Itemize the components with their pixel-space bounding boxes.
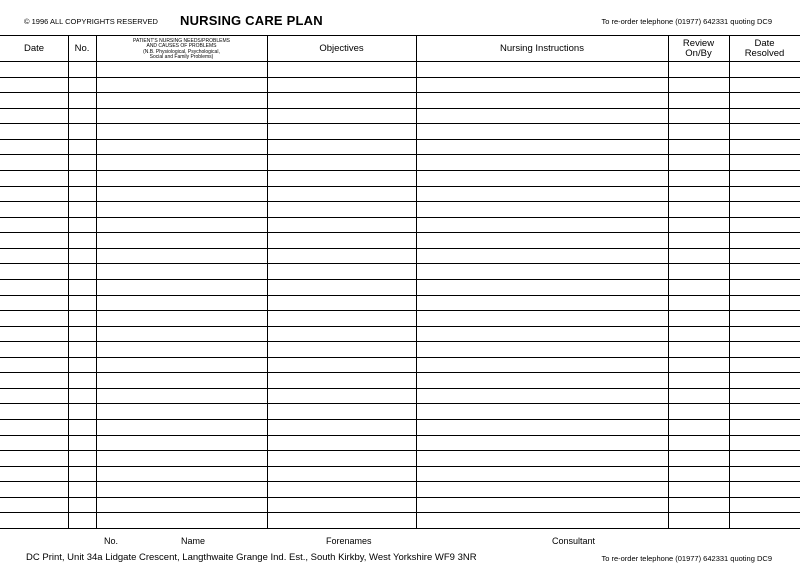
table-row-line (0, 435, 800, 436)
column-header-objectives: Objectives (319, 42, 364, 54)
table-row-line (0, 139, 800, 140)
table-row-line (0, 232, 800, 233)
nursing-needs-line-4: Social and Family Problems) (149, 53, 214, 60)
table-row-line (0, 170, 800, 171)
printer-address: DC Print, Unit 34a Lidgate Crescent, Langthwaite Grange Ind. Est., South Kirkby, West Yorkshire WF9 3NR (26, 552, 477, 563)
nursing-needs-line-1: PATIENT'S NURSING NEEDS/PROBLEMS (133, 38, 230, 45)
table-row-line (0, 186, 800, 187)
page-title: NURSING CARE PLAN (180, 13, 323, 28)
table-row-line (0, 403, 800, 404)
column-divider (96, 36, 97, 528)
table-row-line (0, 217, 800, 218)
column-divider (668, 36, 669, 528)
column-divider (729, 36, 730, 528)
column-header-no: No. (74, 42, 90, 54)
column-header-date-resolved (729, 36, 800, 61)
column-divider (68, 36, 69, 528)
footer-no-label: No. (104, 536, 119, 546)
table-row-line (0, 419, 800, 420)
table-row-line (0, 357, 800, 358)
table-row-line (0, 263, 800, 264)
table-row-line (0, 92, 800, 93)
table-row-line (0, 497, 800, 498)
column-header-nursing-instructions: Nursing Instructions (500, 42, 584, 54)
table-row-line (0, 123, 800, 124)
table-row-line (0, 310, 800, 311)
column-header-date: Date (23, 42, 45, 54)
footer-consultant-label: Consultant (552, 536, 596, 546)
resolved-line-2: Resolved (744, 47, 785, 59)
table-row-line (0, 372, 800, 373)
footer-name-label: Name (181, 536, 206, 546)
table-row-line (0, 108, 800, 109)
footer-forenames-label: Forenames (326, 536, 372, 546)
table-row-line (0, 481, 800, 482)
table-row-line (0, 388, 800, 389)
table-row-line (0, 341, 800, 342)
column-divider (416, 36, 417, 528)
review-line-2: On/By (685, 47, 712, 59)
table-row-line (0, 77, 800, 78)
table-row-line (0, 154, 800, 155)
nursing-needs-line-3: (N.B. Physiological, Psychological, (143, 48, 220, 55)
table-row-line (0, 450, 800, 451)
table-row-line (0, 295, 800, 296)
care-plan-table (0, 35, 800, 529)
column-header-review (668, 36, 729, 61)
table-row-line (0, 326, 800, 327)
footer-reorder-notice: To re-order telephone (01977) 642331 quoting DC9 (601, 554, 772, 563)
review-line-1: Review (682, 37, 715, 49)
resolved-line-1: Date (754, 37, 775, 49)
table-row-line (0, 248, 800, 249)
table-row-line (0, 512, 800, 513)
column-divider (267, 36, 268, 528)
table-row-line (0, 466, 800, 467)
nursing-needs-line-2: AND CAUSES OF PROBLEMS (146, 43, 217, 50)
reorder-notice: To re-order telephone (01977) 642331 quoting DC9 (601, 17, 772, 26)
table-row-line (0, 201, 800, 202)
column-header-nursing-needs (96, 36, 267, 62)
copyright-notice: © 1996 ALL COPYRIGHTS RESERVED (24, 17, 158, 26)
table-row-line (0, 279, 800, 280)
